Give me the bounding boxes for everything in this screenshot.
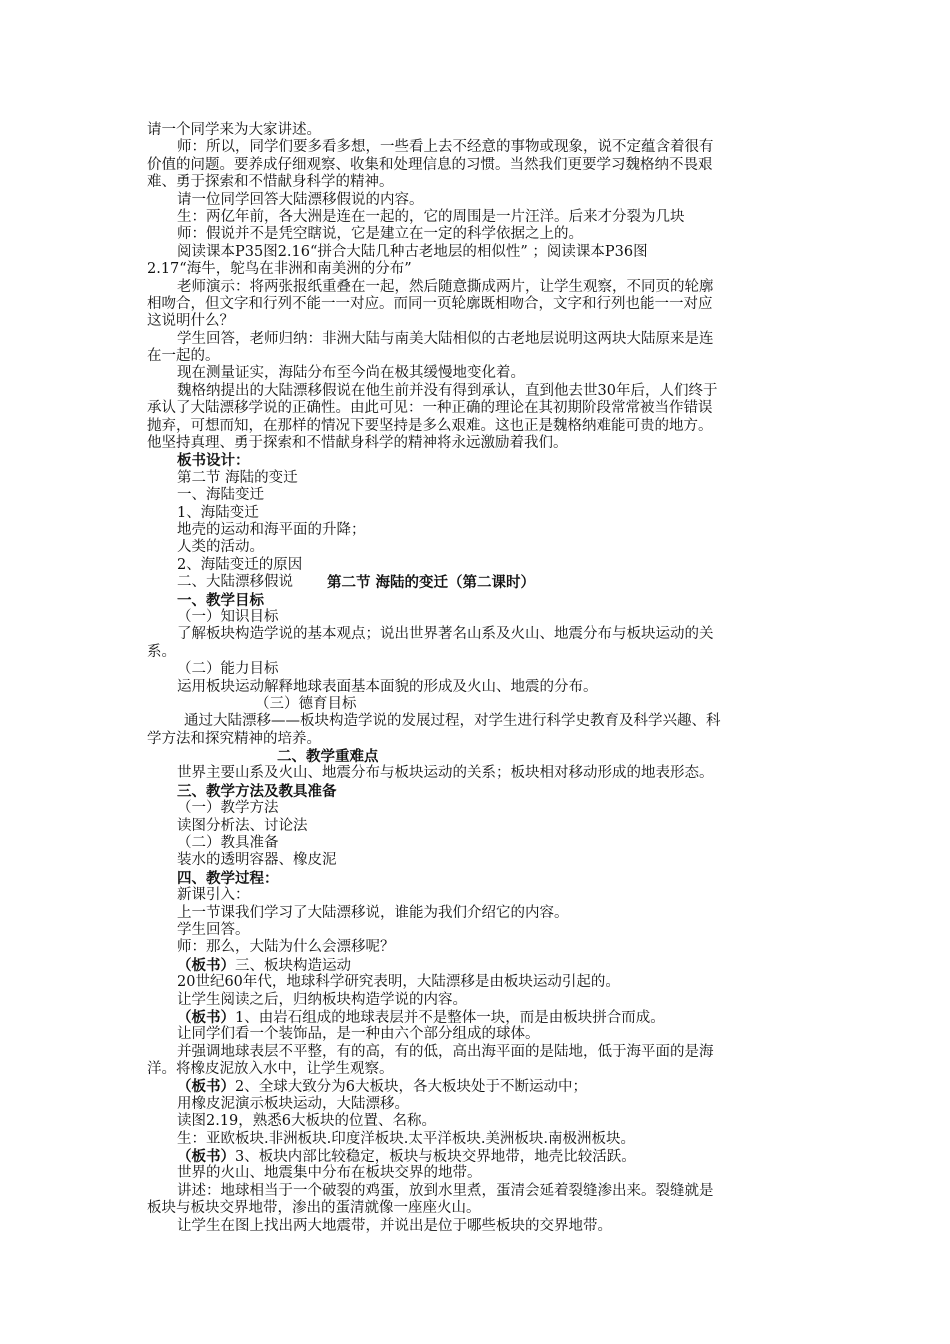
text-line: 师：那么，大陆为什么会漂移呢？ <box>177 939 395 956</box>
text-line: 老师演示：将两张报纸重叠在一起，然后随意撕成两片，让学生观察，不同页的轮廓 <box>177 278 714 295</box>
section-heading: 四、教学过程： <box>177 869 279 887</box>
text-line: 新课引入： <box>177 887 250 904</box>
text-line: 让同学们看一个装饰品，是一种由六个部分组成的球体。 <box>177 1026 540 1043</box>
text-line: （二）教具准备 <box>177 835 279 852</box>
text-line: 世界的火山、地震集中分布在板块交界的地带。 <box>177 1165 482 1182</box>
text-line: 并强调地球表层不平整，有的高，有的低，高出海平面的是陆地，低于海平面的是海 <box>177 1043 714 1060</box>
text-line: 上一节课我们学习了大陆漂移说，谁能为我们介绍它的内容。 <box>177 904 569 921</box>
text-line: 抛弃，可想而知，在那样的情况下要坚持是多么艰难。这也正是魏格纳难能可贵的地方。 <box>147 417 713 434</box>
section-heading: 二、教学重难点 <box>277 748 379 766</box>
text-line: 地壳的运动和海平面的升降； <box>177 521 366 538</box>
text-line: 2、全球大致分为6大板块，各大板块处于不断运动中； <box>235 1079 587 1096</box>
text-line-row <box>147 574 807 591</box>
board-label: （板书） <box>177 1148 235 1166</box>
text-line: 20世纪60年代，地球科学研究表明，大陆漂移是由板块运动引起的。 <box>177 974 620 991</box>
text-line: 讲述：地球相当于一个破裂的鸡蛋，放到水里煮，蛋清会延着裂缝渗出来。裂缝就是 <box>177 1182 714 1199</box>
text-line: 魏格纳提出的大陆漂移假说在他生前并没有得到承认，直到他去世30年后，人们终于 <box>177 382 718 399</box>
text-line: 1、由岩石组成的地球表层并不是整体一块，而是由板块拼合而成。 <box>235 1009 665 1026</box>
text-line: 价值的问题。要养成仔细观察、收集和处理信息的习惯。当然我们更要学习魏格纳不畏艰 <box>147 156 713 173</box>
text-line-row <box>147 1148 807 1165</box>
text-line: 学方法和探究精神的培养。 <box>147 730 321 747</box>
text-line: 承认了大陆漂移学说的正确性。由此可见：一种正确的理论在其初期阶段常常被当作错误 <box>147 400 713 417</box>
text-line: （二）能力目标 <box>177 661 279 678</box>
text-line: 生：两亿年前，各大洲是连在一起的，它的周围是一片汪洋。后来才分裂为几块 <box>177 208 685 225</box>
section-heading: 一、教学目标 <box>177 591 264 609</box>
text-line: 在一起的。 <box>147 348 220 365</box>
board-label: （板书） <box>177 1008 235 1026</box>
board-label: （板书） <box>177 1078 235 1096</box>
text-line: 这说明什么？ <box>147 313 234 330</box>
text-line: 三、板块构造运动 <box>235 957 351 974</box>
text-line-row <box>147 957 807 974</box>
text-line: （一）教学方法 <box>177 800 279 817</box>
text-line: 一、海陆变迁 <box>177 487 264 504</box>
text-line: 让学生阅读之后，归纳板块构造学说的内容。 <box>177 991 467 1008</box>
text-line: 阅读课本P35图2.16“拼合大陆几种古老地层的相似性” ；阅读课本P36图 <box>177 243 648 260</box>
text-line: 读图2.19，熟悉6大板块的位置、名称。 <box>177 1113 437 1130</box>
text-line-row <box>147 1078 807 1095</box>
text-line: 请一位同学回答大陆漂移假说的内容。 <box>177 191 424 208</box>
text-line: 让学生在图上找出两大地震带，并说出是位于哪些板块的交界地带。 <box>177 1217 612 1234</box>
text-line: 用橡皮泥演示板块运动，大陆漂移。 <box>177 1095 409 1112</box>
board-design-heading: 板书设计： <box>177 452 250 470</box>
text-line: 读图分析法、讨论法 <box>177 817 308 834</box>
text-line: 难、勇于探索和不惜献身科学的精神。 <box>147 174 394 191</box>
section-title: 第二节 海陆的变迁（第二课时） <box>327 574 536 592</box>
text-line: 现在测量证实，海陆分布至今尚在极其缓慢地变化着。 <box>177 365 525 382</box>
text-line: 第二节 海陆的变迁 <box>177 469 298 486</box>
text-line: 装水的透明容器、橡皮泥 <box>177 852 337 869</box>
text-line: 系。 <box>147 643 176 660</box>
text-line: （一）知识目标 <box>177 608 279 625</box>
text-line: 通过大陆漂移——板块构造学说的发展过程，对学生进行科学史教育及科学兴趣、科 <box>184 713 721 730</box>
text-line: 2、海陆变迁的原因 <box>177 556 303 573</box>
section-heading: 三、教学方法及教具准备 <box>177 782 337 800</box>
text-line: 板块与板块交界地带，渗出的蛋清就像一座座火山。 <box>147 1200 481 1217</box>
text-line: 生：亚欧板块.非洲板块.印度洋板块.太平洋板块.美洲板块.南极洲板块。 <box>177 1130 636 1147</box>
text-line: 师：所以，同学们要多看多想，一些看上去不经意的事物或现象，说不定蕴含着很有 <box>177 139 714 156</box>
text-line: 他坚持真理、勇于探索和不惜献身科学的精神将永远激励着我们。 <box>147 435 568 452</box>
text-line: 世界主要山系及火山、地震分布与板块运动的关系；板块相对移动形成的地表形态。 <box>177 765 714 782</box>
text-line: 人类的活动。 <box>177 539 264 556</box>
text-line: 运用板块运动解释地球表面基本面貌的形成及火山、地震的分布。 <box>177 678 598 695</box>
board-label: （板书） <box>177 956 235 974</box>
text-line: 相吻合，但文字和行列不能一一对应。而同一页轮廓既相吻合，文字和行列也能一一对应 <box>147 295 713 312</box>
text-line: 洋。将橡皮泥放入水中，让学生观察。 <box>147 1061 394 1078</box>
text-line: 学生回答。 <box>177 921 250 938</box>
text-line: （三）德育目标 <box>255 695 357 712</box>
text-line: 请一个同学来为大家讲述。 <box>147 122 321 138</box>
text-line: 师：假说并不是凭空瞎说，它是建立在一定的科学依据之上的。 <box>177 226 583 243</box>
text-line-row <box>147 1009 807 1026</box>
text-line: 学生回答，老师归纳：非洲大陆与南美大陆相似的古老地层说明这两块大陆原来是连 <box>177 330 714 347</box>
text-line: 3、板块内部比较稳定，板块与板块交界地带，地壳比较活跃。 <box>235 1149 636 1166</box>
text-line: 了解板块构造学说的基本观点；说出世界著名山系及火山、地震分布与板块运动的关 <box>177 626 714 643</box>
text-line: 1、海陆变迁 <box>177 504 259 521</box>
text-line: 2.17“海牛，鸵鸟在非洲和南美洲的分布” <box>147 261 412 278</box>
text-line: 二、大陆漂移假说 <box>177 574 293 591</box>
document-body <box>147 122 807 1235</box>
